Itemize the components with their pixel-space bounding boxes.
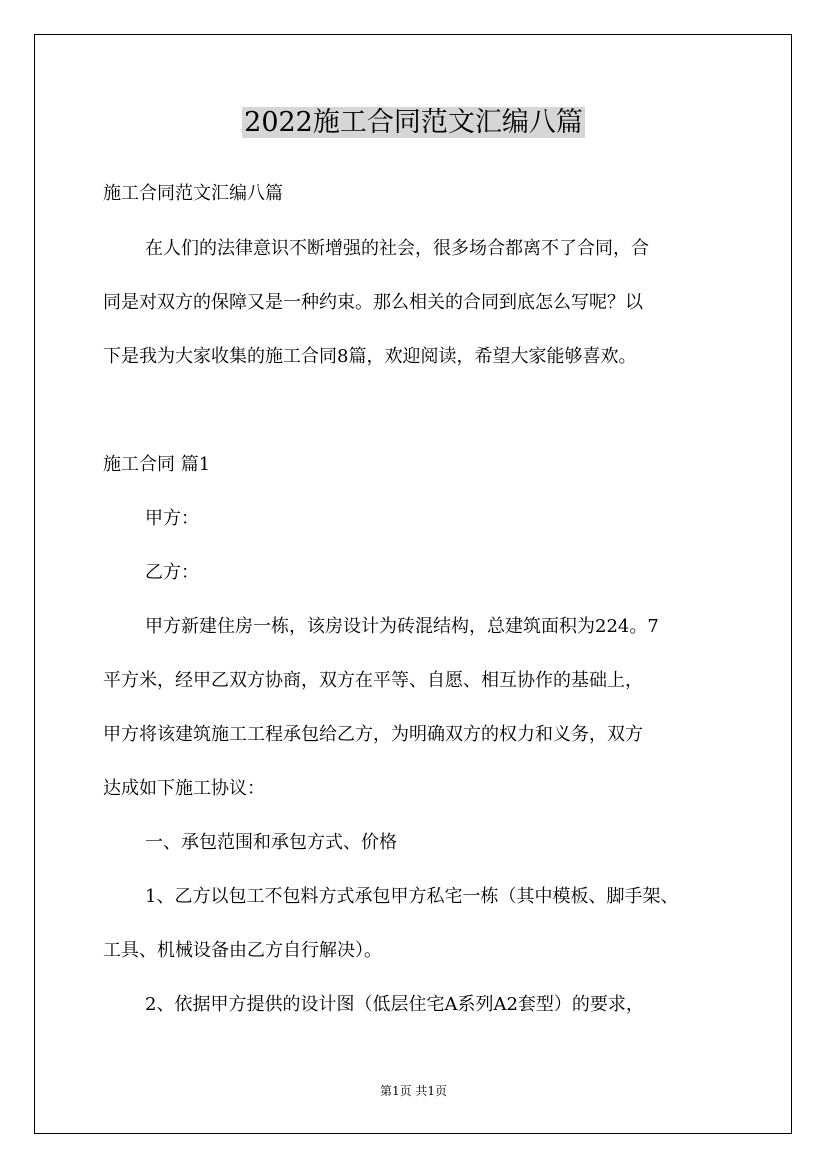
paragraph-line: 下是我为大家收集的施工合同8篇，欢迎阅读，希望大家能够喜欢。 xyxy=(103,346,637,367)
paragraph-line: 甲方将该建筑施工工程承包给乙方，为明确双方的权力和义务，双方 xyxy=(103,724,643,745)
paragraph-line: 在人们的法律意识不断增强的社会，很多场合都离不了合同，合 xyxy=(145,238,649,259)
paragraph-line: 乙方： xyxy=(145,562,199,583)
paragraph-line: 一、承包范围和承包方式、价格 xyxy=(145,832,397,853)
paragraph-line: 2、依据甲方提供的设计图（低层住宅A系列A2套型）的要求， xyxy=(145,994,644,1015)
paragraph-line: 平方米，经甲乙双方协商，双方在平等、自愿、相互协作的基础上， xyxy=(103,670,643,691)
paragraph-line: 达成如下施工协议： xyxy=(103,778,265,799)
document-title xyxy=(0,104,827,142)
section-heading: 施工合同 篇1 xyxy=(103,454,211,475)
paragraph-line: 工具、机械设备由乙方自行解决）。 xyxy=(103,940,382,961)
page-number-footer: 第1页 共1页 xyxy=(379,1084,448,1098)
section-heading: 施工合同范文汇编八篇 xyxy=(103,183,283,204)
paragraph-line: 甲方新建住房一栋，该房设计为砖混结构，总建筑面积为224。7 xyxy=(145,616,659,637)
paragraph-line: 甲方： xyxy=(145,508,199,529)
document-title-text: 2022施工合同范文汇编八篇 xyxy=(244,107,583,138)
paragraph-line: 1、乙方以包工不包料方式承包甲方私宅一栋（其中模板、脚手架、 xyxy=(145,886,679,907)
paragraph-line: 同是对双方的保障又是一种约束。那么相关的合同到底怎么写呢？以 xyxy=(103,292,643,313)
